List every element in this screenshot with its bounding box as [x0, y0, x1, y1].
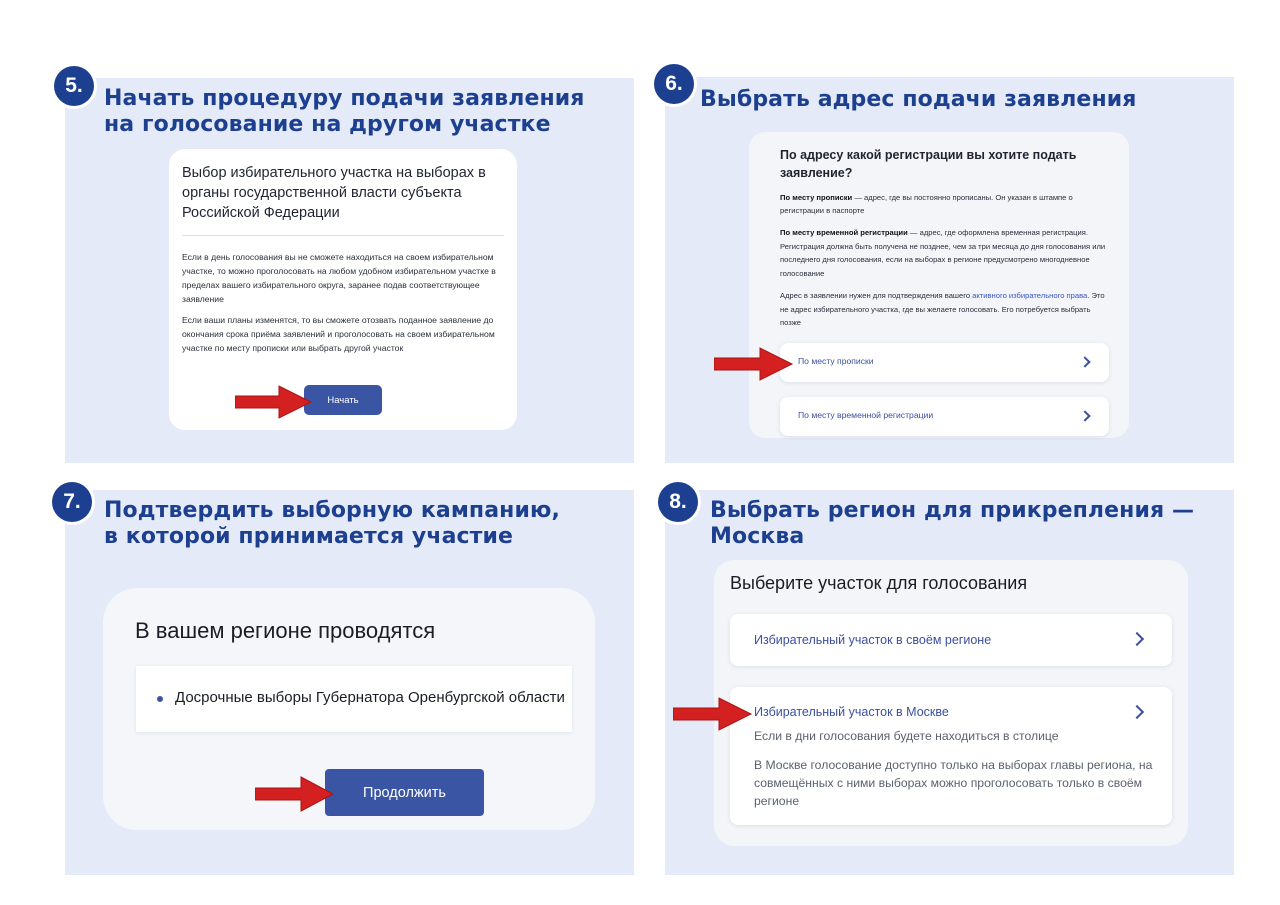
step8-number-badge: 8.: [658, 482, 698, 522]
step5-para2: Если ваши планы изменятся, то вы сможете отозвать поданное заявление до окончания срока приёма заявлений и проголосовать на своем избирательном участке по месту прописки или выбрать другой участок: [182, 315, 495, 353]
step5-para1: Если в день голосования вы не сможете находиться на своем избирательном участке, то можно проголосовать на любом удобном избирательном участке в пределах вашего избирательного округа, заранее подав соответствующее заявление: [182, 252, 496, 304]
chevron-right-icon: [1130, 705, 1144, 719]
option-moscow-subtitle: Если в дни голосования будете находиться в столице: [754, 729, 1059, 743]
option-permanent-registration[interactable]: По месту прописки: [780, 343, 1109, 382]
step5-title: Начать процедуру подачи заявления на голосование на другом участке: [104, 86, 585, 137]
chevron-right-icon: [1079, 410, 1090, 421]
campaign-label: Досрочные выборы Губернатора Оренбургской области: [175, 689, 565, 706]
step8-card-heading: Выберите участок для голосования: [730, 573, 1028, 593]
step6-card: [749, 132, 1129, 438]
chevron-right-icon: [1130, 632, 1144, 646]
option-moscow[interactable]: Избирательный участок в Москве Если в дни голосования будете находиться в столице В Москве голосование доступно только на выборах главы региона, на совмещённых с ними выборах можно проголосовать только в своём регионе: [730, 687, 1172, 825]
red-arrow-icon: [255, 775, 335, 813]
step5-card-heading: Выбор избирательного участка на выборах в органы государственной власти субъекта Российской Федерации: [182, 165, 486, 221]
step7-card: [103, 588, 595, 830]
continue-button[interactable]: Продолжить: [325, 769, 484, 816]
step7-card-heading: В вашем регионе проводятся: [135, 618, 436, 643]
start-button[interactable]: Начать: [304, 385, 382, 415]
step6-title: Выбрать адрес подачи заявления: [700, 87, 1137, 112]
red-arrow-icon: [673, 696, 753, 732]
step6-para2: По месту временной регистрации — адрес, где оформлена временная регистрация. Регистрация должна быть получена не позднее, чем за три месяца до дня голосования или последнего дня голосования, если на выборах в регионе предусмотрено многодневное голосование: [780, 228, 1106, 278]
step8-card: [714, 560, 1188, 846]
divider: [182, 235, 504, 236]
red-arrow-icon: [714, 346, 794, 382]
step6-para3: Адрес в заявлении нужен для подтверждения вашего активного избирательного права. Это не адрес избирательного участка, где вы желаете голосовать. Его потребуется выбрать позже: [780, 291, 1105, 327]
step7-title: Подтвердить выборную кампанию, в которой принимается участие: [104, 498, 560, 549]
step6-para1: По месту прописки — адрес, где вы постоянно прописаны. Он указан в штампе о регистрации в паспорте: [780, 193, 1073, 215]
bullet: [157, 696, 163, 702]
step6-card-heading: По адресу какой регистрации вы хотите подать заявление?: [780, 148, 1077, 180]
chevron-right-icon: [1079, 356, 1090, 367]
active-suffrage-link[interactable]: активного избирательного права: [972, 291, 1088, 300]
option-own-region[interactable]: Избирательный участок в своём регионе: [730, 614, 1172, 666]
option-temporary-registration[interactable]: По месту временной регистрации: [780, 397, 1109, 436]
campaign-item[interactable]: [136, 666, 572, 732]
step5-number-badge: 5.: [54, 66, 94, 106]
step5-card: [169, 149, 517, 430]
step7-number-badge: 7.: [52, 482, 92, 522]
red-arrow-icon: [235, 384, 313, 420]
option-moscow-note: В Москве голосование доступно только на выборах главы региона, на совмещённых с ними выборах можно проголосовать только в своём регионе: [754, 758, 1153, 808]
step6-number-badge: 6.: [654, 64, 694, 104]
step8-title: Выбрать регион для прикрепления — Москва: [710, 498, 1195, 549]
